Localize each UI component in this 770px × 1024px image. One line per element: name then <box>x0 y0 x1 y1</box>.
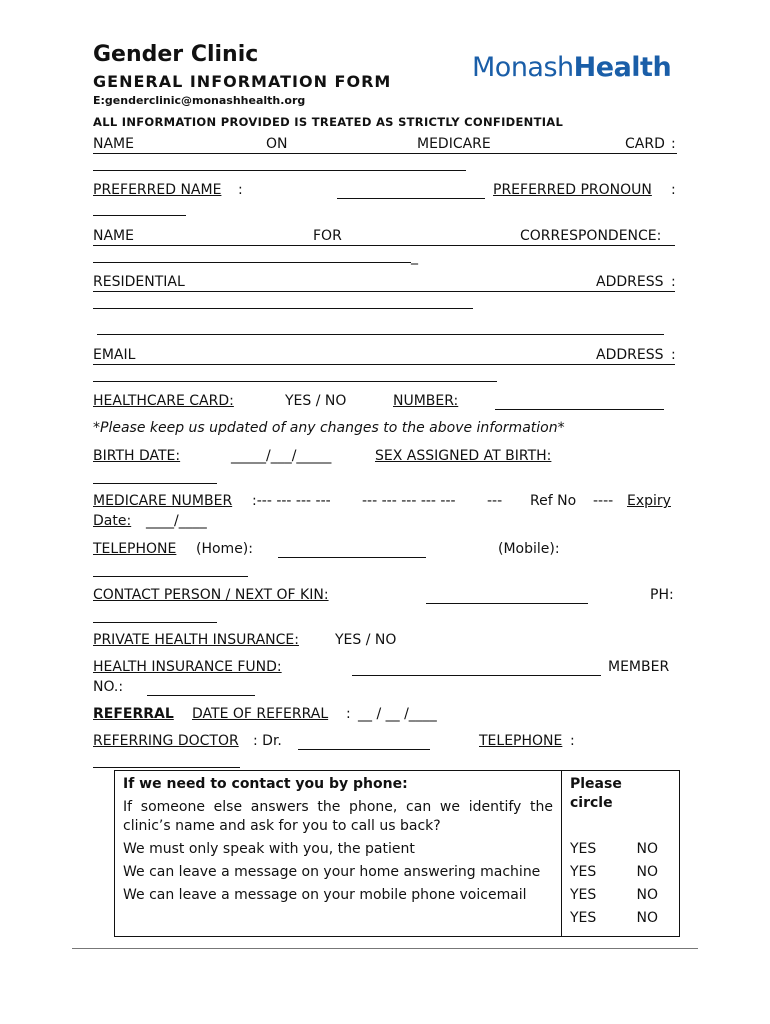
no-option[interactable]: NO <box>636 841 658 857</box>
mobile-label: (Mobile): <box>498 541 560 557</box>
form-subtitle: GENERAL INFORMATION FORM <box>93 72 392 91</box>
expiry-date-label: Date: <box>93 513 132 529</box>
contact-person-input-line[interactable] <box>426 603 588 604</box>
mobile-phone-input-line[interactable] <box>93 576 248 577</box>
expiry-date-input[interactable]: ____/____ <box>146 513 207 529</box>
email-address-label <box>93 348 675 365</box>
keep-updated-note: *Please keep us updated of any changes to the above information* <box>93 420 565 436</box>
label-word: ON <box>266 136 288 152</box>
monash-health-logo: MonashHealth <box>472 52 672 83</box>
preferred-name-input-line[interactable] <box>337 198 485 199</box>
preferred-pronoun-input-line[interactable] <box>93 215 186 216</box>
colon: : <box>671 274 676 290</box>
healthcare-card-label: HEALTHCARE CARD: <box>93 393 234 409</box>
healthcare-number-label: NUMBER: <box>393 393 459 409</box>
private-health-label: PRIVATE HEALTH INSURANCE: <box>93 632 299 648</box>
medicare-digits-3[interactable]: --- <box>487 493 503 509</box>
label-word: RESIDENTIAL <box>93 274 185 290</box>
footer-divider <box>72 948 698 949</box>
phone-contact-table <box>114 770 680 937</box>
colon: : <box>238 182 243 198</box>
dr-label: : Dr. <box>253 733 282 749</box>
clinic-title: Gender Clinic <box>93 42 259 67</box>
phone-option-mobile-voicemail: We can leave a message on your mobile phone voicemail <box>123 887 527 903</box>
underscore-tail: _ <box>411 249 418 265</box>
label-word: NAME <box>93 136 134 152</box>
colon: : <box>570 733 575 749</box>
medicare-number-label: MEDICARE NUMBER <box>93 493 233 509</box>
residential-input-line-2[interactable] <box>97 334 664 335</box>
yes-no-choice-3[interactable] <box>570 886 658 905</box>
home-label: (Home): <box>196 541 253 557</box>
colon: : <box>671 136 676 152</box>
label-word: CARD <box>625 136 665 152</box>
ph-label: PH: <box>650 587 674 603</box>
no-option[interactable]: NO <box>636 864 658 880</box>
birth-date-label: BIRTH DATE: <box>93 448 181 464</box>
home-phone-input-line[interactable] <box>278 557 426 558</box>
residential-input-line-1[interactable] <box>93 308 473 309</box>
contact-ph-input-line[interactable] <box>93 622 217 623</box>
date-of-referral-label: DATE OF REFERRAL <box>192 706 329 722</box>
please-circle-heading: Please circle <box>570 776 622 811</box>
email-input-line[interactable] <box>93 381 497 382</box>
label-word: ADDRESS <box>596 274 664 290</box>
phone-option-home-machine: We can leave a message on your home answering machine <box>123 864 541 880</box>
private-health-yes-no[interactable]: YES / NO <box>335 632 397 648</box>
colon: : <box>346 706 351 722</box>
sex-assigned-label: SEX ASSIGNED AT BIRTH: <box>375 448 552 464</box>
name-on-medicare-input-line[interactable] <box>93 170 466 171</box>
telephone-label: TELEPHONE <box>93 541 177 557</box>
healthcare-yes-no[interactable]: YES / NO <box>285 393 347 409</box>
correspondence-input-line[interactable] <box>93 262 411 263</box>
referring-doctor-input-line[interactable] <box>298 749 430 750</box>
referring-doctor-label: REFERRING DOCTOR <box>93 733 239 749</box>
yes-option[interactable]: YES <box>570 910 597 926</box>
label-word: EMAIL <box>93 347 136 363</box>
clinic-email: E:genderclinic@monashhealth.org <box>93 94 306 107</box>
confidential-notice: ALL INFORMATION PROVIDED IS TREATED AS STRICTLY CONFIDENTIAL <box>93 115 564 129</box>
yes-option[interactable]: YES <box>570 887 597 903</box>
sex-assigned-input-line[interactable] <box>93 483 217 484</box>
no-option[interactable]: NO <box>636 910 658 926</box>
label-word: NAME <box>93 228 134 244</box>
referral-heading: REFERRAL <box>93 706 174 722</box>
label-word: FOR <box>313 228 342 244</box>
preferred-pronoun-label: PREFERRED PRONOUN <box>493 182 652 198</box>
label-word: CORRESPONDENCE: <box>520 228 662 244</box>
birth-date-input[interactable]: _____/___/_____ <box>231 448 332 464</box>
healthcare-number-input-line[interactable] <box>495 409 664 410</box>
expiry-label: Expiry <box>627 493 671 509</box>
health-fund-input-line[interactable] <box>352 675 601 676</box>
doctor-telephone-label: TELEPHONE <box>479 733 563 749</box>
label-word: ADDRESS <box>596 347 664 363</box>
yes-option[interactable]: YES <box>570 841 597 857</box>
label-word: MEDICARE <box>417 136 491 152</box>
member-label: MEMBER <box>608 659 670 675</box>
yes-option[interactable]: YES <box>570 864 597 880</box>
name-on-medicare-label <box>93 137 677 154</box>
phone-option-identify-clinic: If someone else answers the phone, can we identify the clinic’s name and ask for you to call us back? <box>123 799 553 834</box>
preferred-name-label: PREFERRED NAME <box>93 182 222 198</box>
health-fund-label: HEALTH INSURANCE FUND: <box>93 659 282 675</box>
member-no-label: NO.: <box>93 679 124 695</box>
ref-no-label: Ref No <box>530 493 577 509</box>
doctor-telephone-input-line[interactable] <box>93 767 240 768</box>
phone-option-speak-patient: We must only speak with you, the patient <box>123 841 415 857</box>
ref-no-input[interactable]: ---- <box>593 493 614 509</box>
medicare-digits-1[interactable]: :--- --- --- --- <box>252 493 331 509</box>
contact-person-label: CONTACT PERSON / NEXT OF KIN: <box>93 587 329 603</box>
colon: : <box>671 347 676 363</box>
no-option[interactable]: NO <box>636 887 658 903</box>
referral-date-input[interactable]: __ / __ /____ <box>358 706 437 722</box>
medicare-digits-2[interactable]: --- --- --- --- --- <box>362 493 456 509</box>
phone-table-heading: If we need to contact you by phone: <box>123 776 408 792</box>
yes-no-choice-4[interactable] <box>570 909 658 928</box>
colon: : <box>671 182 676 198</box>
member-no-input-line[interactable] <box>147 695 255 696</box>
yes-no-choice-2[interactable] <box>570 863 658 882</box>
yes-no-choice-1[interactable] <box>570 840 658 859</box>
